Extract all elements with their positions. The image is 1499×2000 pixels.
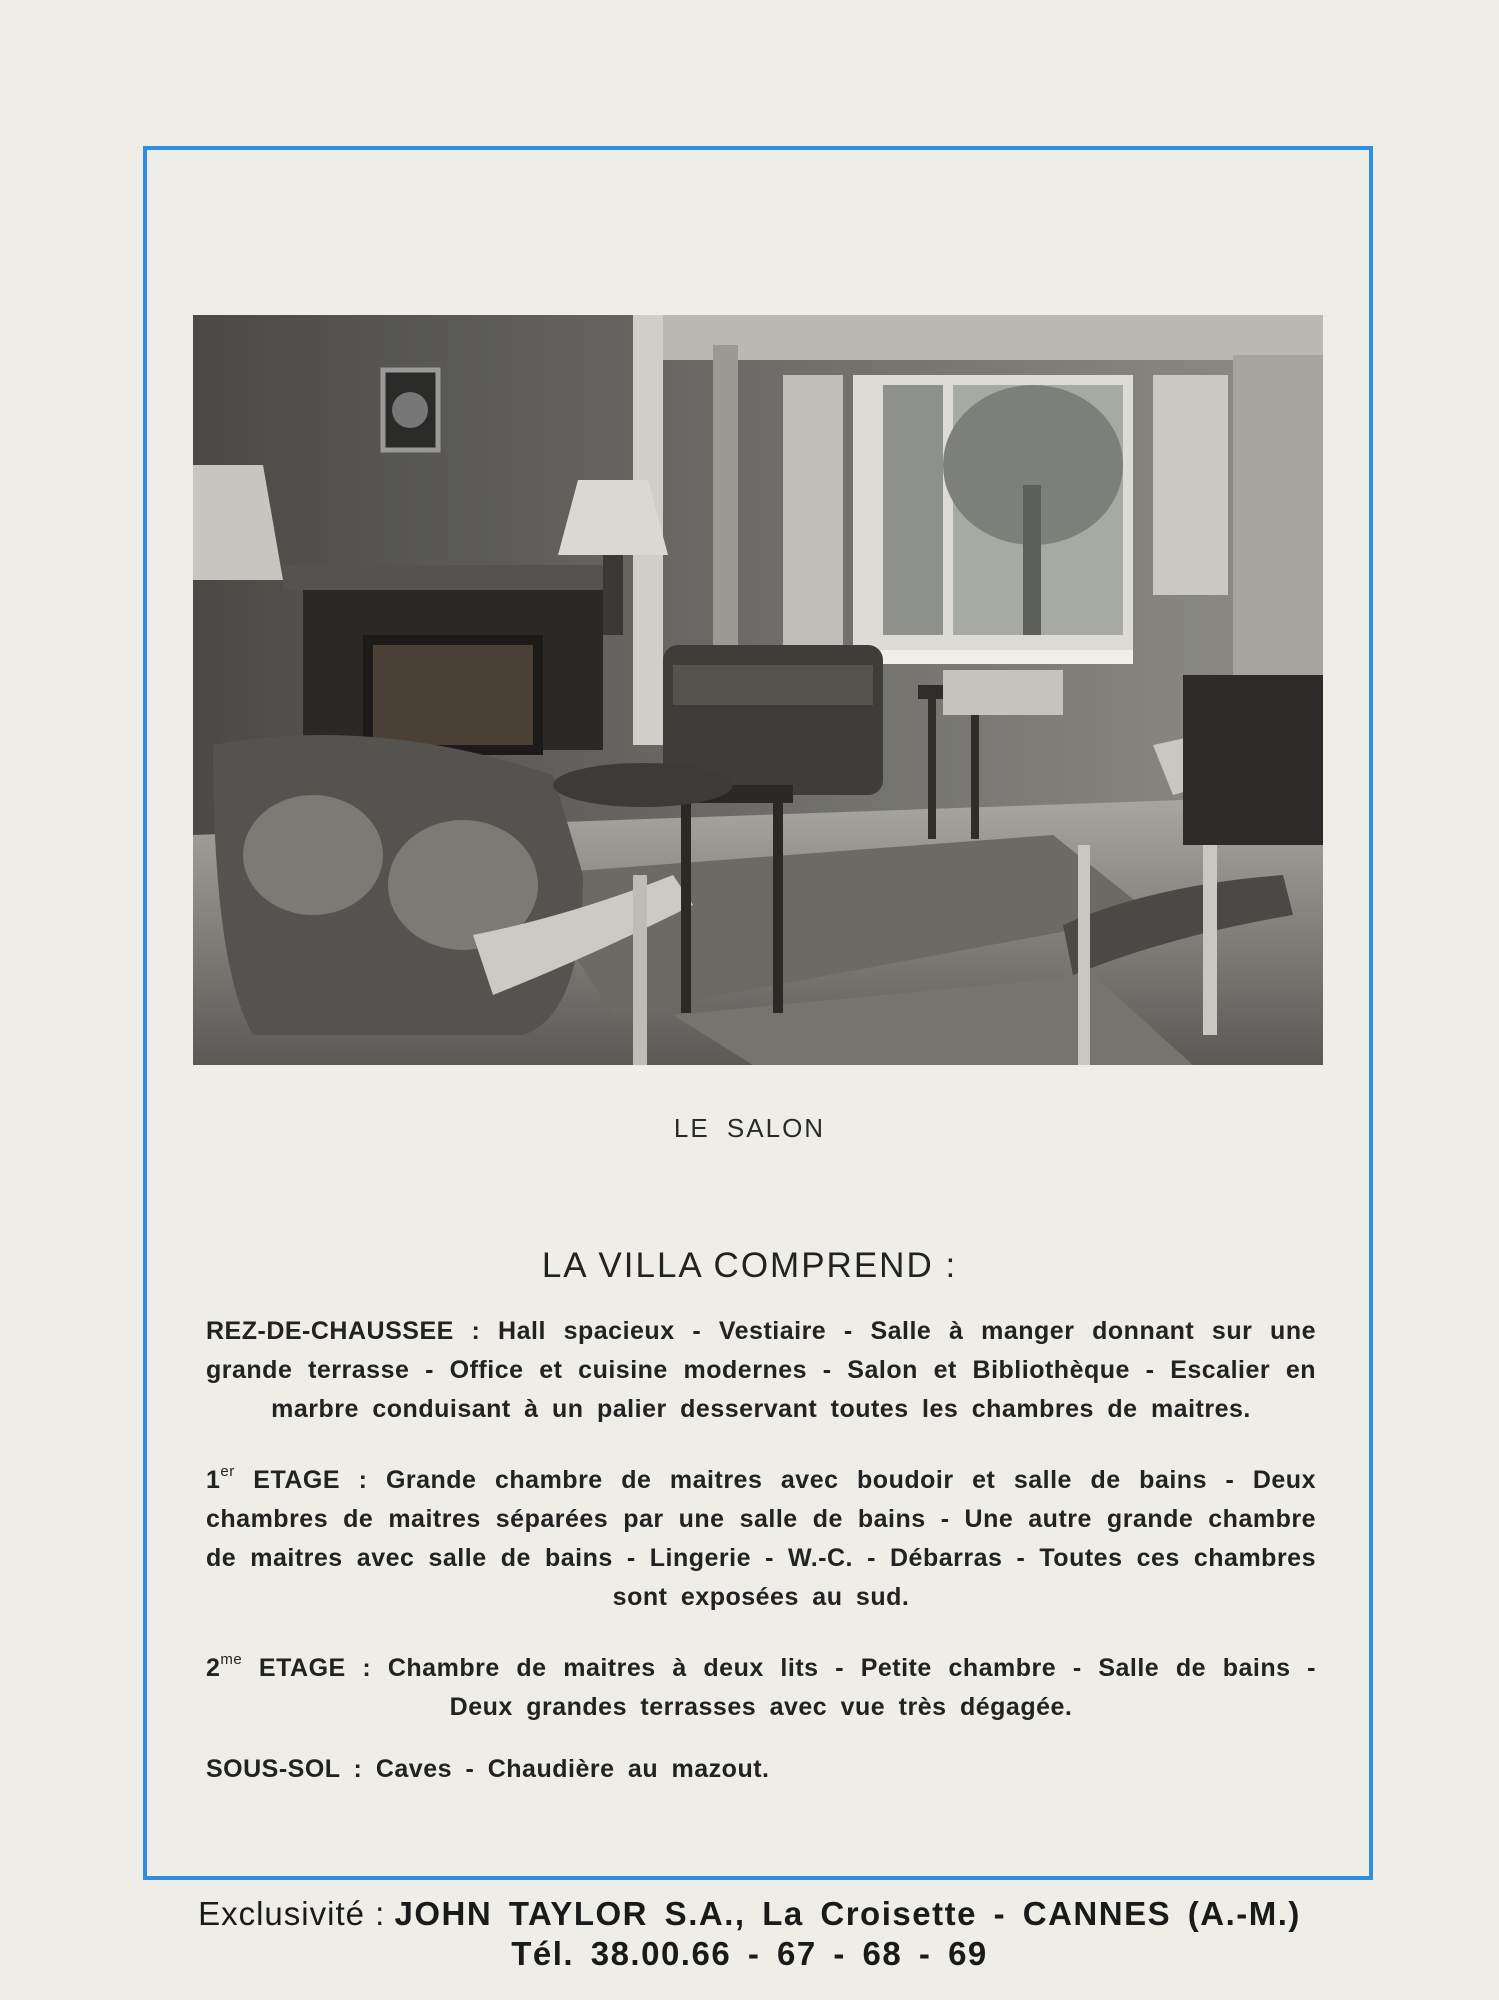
premier-etage-text: Grande chambre de maitres avec boudoir et salle de bains - Deux chambres de maitres séparées par une salle de bains - Une autre grande chambre de maitres avec salle de bains - Lingerie - W.-C. - Débarras - Toutes ces chambres sont exposées au sud. xyxy=(206,1466,1316,1611)
premier-etage-number: 1 xyxy=(206,1466,221,1494)
agency-footer xyxy=(0,1894,1499,1974)
deuxieme-etage-text: Chambre de maitres à deux lits - Petite chambre - Salle de bains - Deux grandes terrasses avec vue très dégagée. xyxy=(387,1654,1316,1721)
agency-name: JOHN TAYLOR S.A., La Croisette - CANNES (A.-M.) xyxy=(394,1895,1301,1932)
rez-de-chaussee-label: REZ-DE-CHAUSSEE : xyxy=(206,1317,481,1345)
deuxieme-etage-number: 2 xyxy=(206,1654,221,1682)
villa-description xyxy=(206,1312,1316,1789)
agency-phone: Tél. 38.00.66 - 67 - 68 - 69 xyxy=(511,1935,988,1972)
exclusivite-label: Exclusivité : xyxy=(198,1895,386,1932)
sous-sol-label: SOUS-SOL : xyxy=(206,1755,363,1783)
premier-etage-superscript: er xyxy=(220,1463,235,1480)
sous-sol-paragraph xyxy=(206,1750,1316,1789)
salon-photo-illustration xyxy=(193,315,1323,1065)
deuxieme-etage-label: ETAGE : xyxy=(258,1654,372,1682)
rez-de-chaussee-text: Hall spacieux - Vestiaire - Salle à manger donnant sur une grande terrasse - Office et cuisine modernes - Salon et Bibliothèque - Escalier en marbre conduisant à un palier desservant toutes les chambres de maitres. xyxy=(206,1317,1316,1423)
agency-line xyxy=(0,1894,1499,1934)
photo-caption: LE SALON xyxy=(673,1113,826,1143)
section-heading: LA VILLA COMPREND : xyxy=(541,1246,958,1285)
deuxieme-etage-paragraph xyxy=(206,1640,1316,1727)
deuxieme-etage-superscript: me xyxy=(220,1651,243,1668)
premier-etage-paragraph xyxy=(206,1452,1316,1617)
sous-sol-text: Caves - Chaudière au mazout. xyxy=(375,1755,770,1783)
premier-etage-label: ETAGE : xyxy=(253,1466,368,1494)
salon-photo xyxy=(193,315,1323,1065)
rez-de-chaussee-paragraph xyxy=(206,1312,1316,1429)
